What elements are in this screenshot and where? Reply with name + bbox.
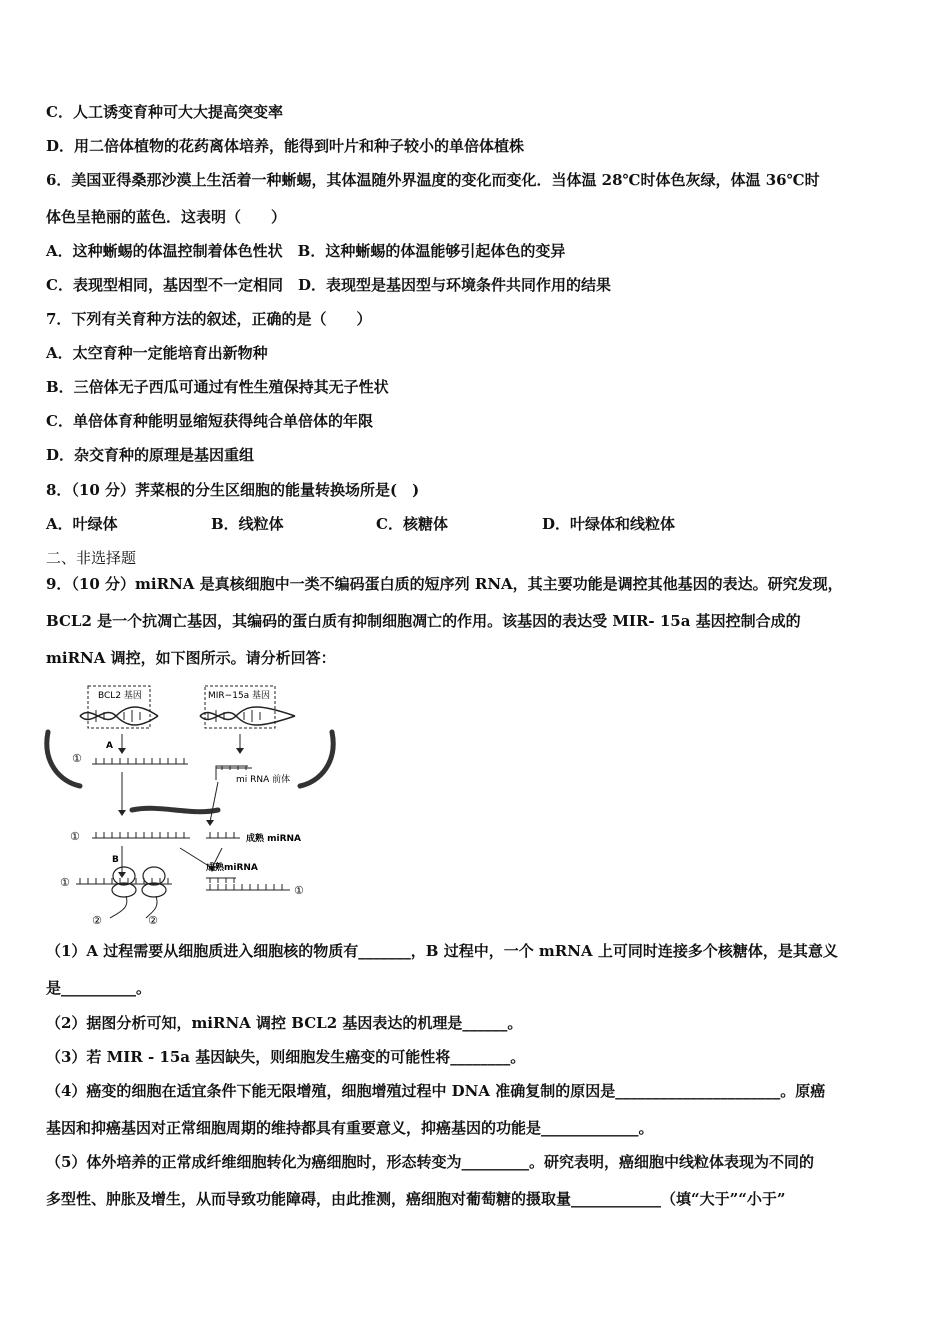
mrna-strand-cytoplasm [92,832,190,838]
q9-stem-line3: miRNA 调控，如下图所示。请分析回答： [46,649,336,667]
q9-sub4-line1: （4）癌变的细胞在适宜条件下能无限增殖，细胞增殖过程中 DNA 准确复制的原因是______________________。原癌 [46,1082,826,1100]
q9-sub3: （3）若 MIR - 15a 基因缺失，则细胞发生癌变的可能性将________。 [46,1048,526,1066]
q8-option-b: B．线粒体 [211,515,284,533]
q7-option-c: C．单倍体育种能明显缩短获得纯合单倍体的年限 [46,412,373,430]
q7-option-d: D．杂交育种的原理是基因重组 [46,446,255,464]
q8-stem: 8．（10 分）荠菜根的分生区细胞的能量转换场所是( ) [46,481,420,499]
q5-option-c: C．人工诱变育种可大大提高突变率 [46,103,283,121]
q8-option-d: D．叶绿体和线粒体 [542,515,676,533]
process-a-label: A [106,741,113,751]
q6-options-cd: C．表现型相同，基因型不一定相同 D．表现型是基因型与环境条件共同作用的结果 [46,276,611,294]
bcl2-gene [80,686,158,728]
nuclear-membrane-right [300,732,333,786]
q9-sub1-line1: （1）A 过程需要从细胞质进入细胞核的物质有_______，B 过程中，一个 mRNA 上可同时连接多个核糖体，是其意义 [46,942,838,960]
q9-sub5-line2: 多型性、肿胀及增生，从而导致功能障碍，由此推测，癌细胞对葡萄糖的摄取量____________（填“大于”“小于” [46,1190,786,1208]
q6-options-ab: A．这种蜥蜴的体温控制着体色性状 B．这种蜥蜴的体温能够引起体色的变异 [46,242,566,260]
q8-option-c: C．核糖体 [376,515,448,533]
circle-label-1: ① [72,752,82,765]
q7-option-a: A．太空育种一定能培育出新物种 [46,344,268,362]
q8-option-a: A．叶绿体 [46,515,118,533]
q5-option-d: D．用二倍体植物的花药离体培养，能得到叶片和种子较小的单倍体植株 [46,137,525,155]
ribosome-2 [143,867,165,885]
mature-mirna-label-2: 成熟miRNA [206,863,258,873]
q9-sub1-line2: 是__________。 [46,979,152,997]
q6-stem-line1: 6．美国亚得桑那沙漠上生活着一种蜥蜴，其体温随外界温度的变化而变化．当体温 28℃时体色灰绿，体温 36℃时 [46,171,820,189]
q9-stem-line1: 9．（10 分）miRNA 是真核细胞中一类不编码蛋白质的短序列 RNA，其主要功能是调控其他基因的表达。研究发现， [46,575,843,593]
q9-stem-line2: BCL2 是一个抗凋亡基因，其编码的蛋白质有抑制细胞凋亡的作用。该基因的表达受 MIR- 15a 基因控制合成的 [46,612,801,630]
circle-label-1-mid: ① [70,830,80,843]
ribosome-1 [113,867,135,885]
circle-label-1-right: ① [294,884,304,897]
mirna-regulation-diagram [40,682,340,932]
precursor-label: mi RNA 前体 [236,775,291,785]
mir15a-gene-label: MIR−15a 基因 [208,691,271,701]
mir15a-gene [200,686,295,728]
mature-mirna-label-1: 成熟 miRNA [246,834,302,844]
circle-label-2b: ② [148,914,158,927]
q7-option-b: B．三倍体无子西瓜可通过有性生殖保持其无子性状 [46,378,389,396]
mature-mirna-1 [206,832,301,844]
q6-stem-line2: 体色呈艳丽的蓝色．这表明（ ） [46,208,287,226]
section-title: 二、非选择题 [46,549,137,567]
nuclear-membrane-bottom [132,808,218,811]
process-b-label: B [112,855,119,865]
mirna-precursor [216,766,290,785]
q9-sub5-line1: （5）体外培养的正常成纤维细胞转化为癌细胞时，形态转变为_________。研究表明，癌细胞中线粒体表现为不同的 [46,1153,814,1171]
q9-sub4-line2: 基因和抑癌基因对正常细胞周期的维持都具有重要意义，抑癌基因的功能是_____________。 [46,1119,654,1137]
circle-label-2a: ② [92,914,102,927]
mature-mirna-2 [206,861,304,897]
q9-sub2: （2）据图分析可知，miRNA 调控 BCL2 基因表达的机理是______。 [46,1014,523,1032]
bcl2-gene-label: BCL2 基因 [98,691,142,701]
mrna-strand-nucleus [92,758,188,764]
circle-label-1-bottom: ① [60,876,70,889]
q7-stem: 7．下列有关育种方法的叙述，正确的是（ ） [46,310,372,328]
